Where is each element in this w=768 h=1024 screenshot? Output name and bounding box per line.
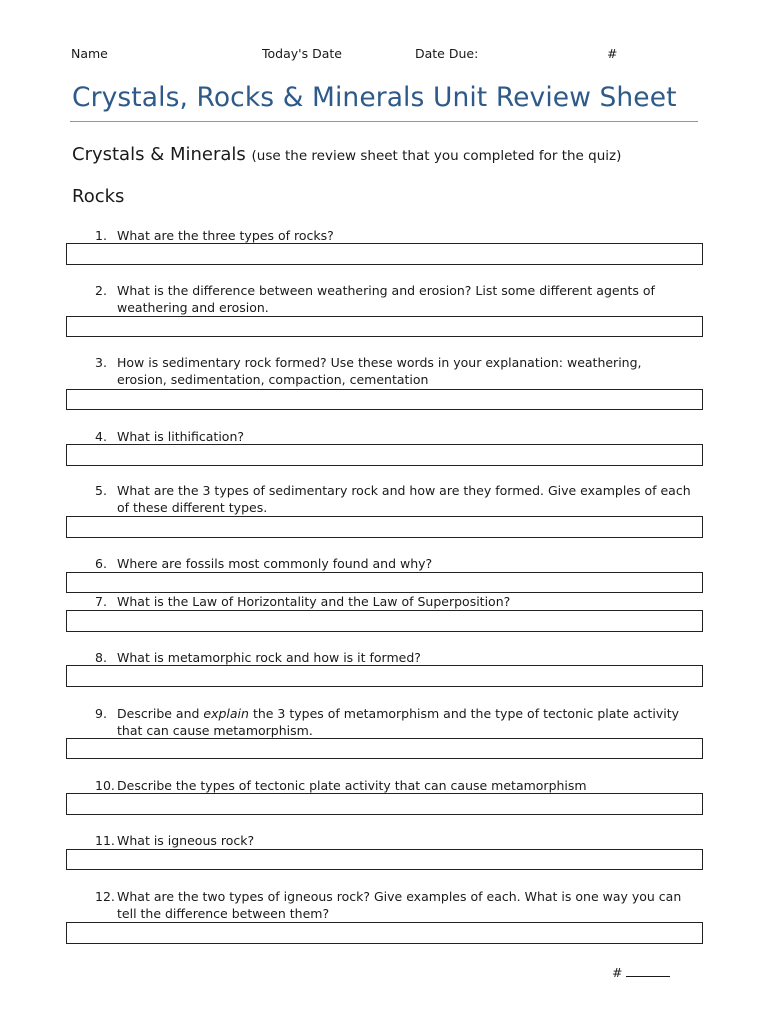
title-divider <box>70 121 698 122</box>
answer-box-1[interactable] <box>66 243 703 265</box>
answer-box-6[interactable] <box>66 572 703 593</box>
section-rocks-heading: Rocks <box>72 186 125 207</box>
question-6: 6. Where are fossils most commonly found and why? <box>95 556 433 571</box>
answer-box-11[interactable] <box>66 849 703 870</box>
question-5: 5. What are the 3 types of sedimentary rock and how are they formed. Give examples of each of these different types. <box>95 483 691 515</box>
question-12: 12. What are the two types of igneous rock? Give examples of each. What is one way you can tell the difference between them? <box>95 889 682 921</box>
section-crystals-note: (use the review sheet that you completed for the quiz) <box>251 148 622 164</box>
answer-box-9[interactable] <box>66 738 703 759</box>
answer-box-7[interactable] <box>66 610 703 632</box>
question-11: 11. What is igneous rock? <box>95 833 255 848</box>
date-due-label: Date Due: <box>415 46 479 61</box>
section-crystals-heading: Crystals & Minerals <box>72 144 246 165</box>
name-label: Name <box>71 46 108 61</box>
question-8: 8. What is metamorphic rock and how is it formed? <box>95 650 421 665</box>
emphasis-explain: explain <box>203 706 249 721</box>
question-9: 9. Describe and explain the 3 types of metamorphism and the type of tectonic plate activity that can cause metamorphism. <box>95 706 680 738</box>
number-label: # <box>607 46 618 61</box>
question-2: 2. What is the difference between weathering and erosion? List some different agents of weathering and erosion. <box>95 283 655 315</box>
answer-box-12[interactable] <box>66 922 703 944</box>
answer-box-4[interactable] <box>66 444 703 466</box>
answer-box-2[interactable] <box>66 316 703 337</box>
todays-date-label: Today's Date <box>262 46 342 61</box>
student-info-line <box>71 46 701 64</box>
answer-box-3[interactable] <box>66 389 703 410</box>
page-number: # <box>612 962 670 980</box>
question-1: 1. What are the three types of rocks? <box>95 228 334 243</box>
question-4: 4. What is lithification? <box>95 429 245 444</box>
question-7: 7. What is the Law of Horizontality and the Law of Superposition? <box>95 594 511 609</box>
answer-box-8[interactable] <box>66 665 703 687</box>
page-title: Crystals, Rocks & Minerals Unit Review Sheet <box>72 82 677 113</box>
answer-box-10[interactable] <box>66 793 703 815</box>
answer-box-5[interactable] <box>66 516 703 538</box>
question-10: 10. Describe the types of tectonic plate activity that can cause metamorphism <box>95 778 587 793</box>
page-number-blank[interactable] <box>626 962 670 977</box>
section-crystals-minerals <box>72 144 621 165</box>
question-3: 3. How is sedimentary rock formed? Use these words in your explanation: weathering, erosion, sedimentation, compaction, cementation <box>95 355 642 387</box>
